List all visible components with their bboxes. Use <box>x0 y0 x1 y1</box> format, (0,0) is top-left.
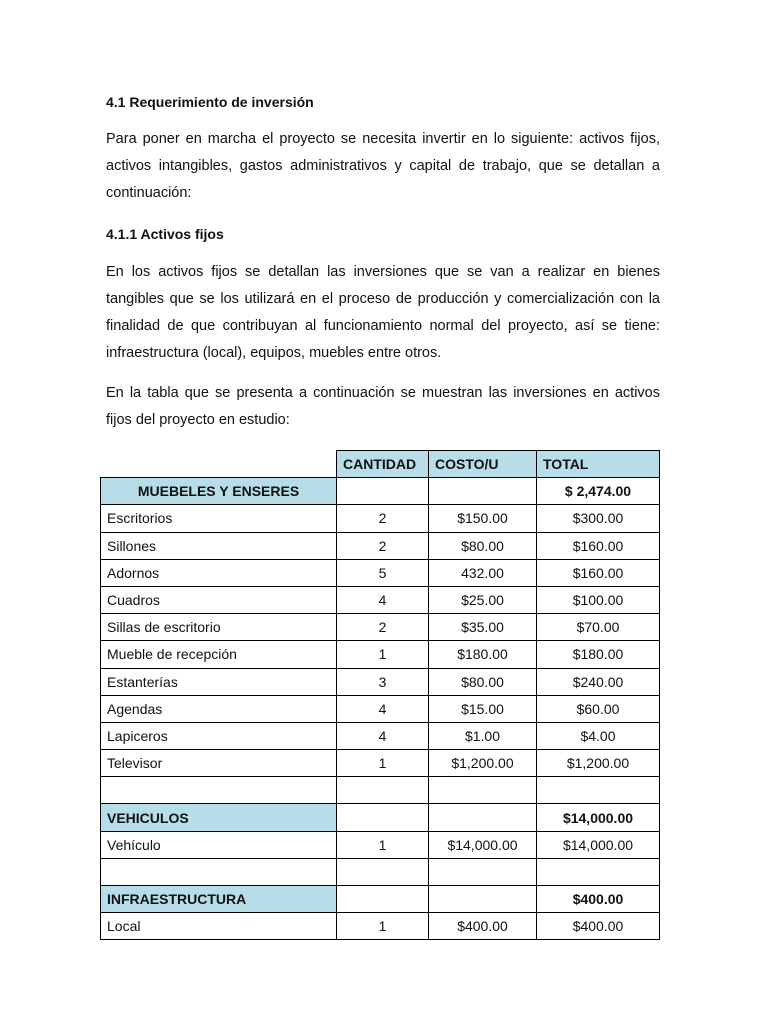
table-row <box>101 722 660 749</box>
item-total: $240.00 <box>537 668 660 695</box>
category-row-furniture <box>101 478 660 505</box>
item-total: $100.00 <box>537 586 660 613</box>
fixed-assets-table <box>100 450 660 940</box>
empty-cell <box>337 858 429 885</box>
empty-cell <box>337 777 429 804</box>
table-row <box>101 695 660 722</box>
category-row-infrastructure <box>101 886 660 913</box>
item-total: $160.00 <box>537 532 660 559</box>
item-total: $4.00 <box>537 722 660 749</box>
item-total: $60.00 <box>537 695 660 722</box>
item-name: Sillas de escritorio <box>101 614 337 641</box>
table-row <box>101 668 660 695</box>
empty-cell <box>101 858 337 885</box>
table-row <box>101 505 660 532</box>
header-blank-cell <box>101 451 337 478</box>
item-total: $400.00 <box>537 913 660 940</box>
table-row <box>101 614 660 641</box>
table-row <box>101 831 660 858</box>
table-row <box>101 641 660 668</box>
empty-cell <box>429 804 537 831</box>
item-quantity: 2 <box>337 505 429 532</box>
item-total: $1,200.00 <box>537 750 660 777</box>
item-total: $300.00 <box>537 505 660 532</box>
table-header-row <box>101 451 660 478</box>
item-quantity: 5 <box>337 559 429 586</box>
item-unit-cost: 432.00 <box>429 559 537 586</box>
item-name: Lapiceros <box>101 722 337 749</box>
item-name: Escritorios <box>101 505 337 532</box>
item-total: $180.00 <box>537 641 660 668</box>
item-unit-cost: $14,000.00 <box>429 831 537 858</box>
item-unit-cost: $35.00 <box>429 614 537 641</box>
table-row <box>101 586 660 613</box>
empty-cell <box>429 478 537 505</box>
item-name: Sillones <box>101 532 337 559</box>
fixed-assets-paragraph: En los activos fijos se detallan las inversiones que se van a realizar en bienes tangibles que se los utilizará en el proceso de producción y comercialización con la finalidad de que contribuyan al funcionamiento normal del proyecto, así se tiene: infraestructura (local), equipos, muebles entre otros. <box>106 264 660 361</box>
table-row <box>101 559 660 586</box>
empty-cell <box>429 777 537 804</box>
item-unit-cost: $1,200.00 <box>429 750 537 777</box>
category-label: INFRAESTRUCTURA <box>101 886 337 913</box>
item-unit-cost: $15.00 <box>429 695 537 722</box>
item-total: $160.00 <box>537 559 660 586</box>
item-name: Local <box>101 913 337 940</box>
header-unit-cost: COSTO/U <box>429 451 537 478</box>
item-unit-cost: $400.00 <box>429 913 537 940</box>
item-quantity: 4 <box>337 586 429 613</box>
empty-cell <box>101 777 337 804</box>
category-total: $400.00 <box>537 886 660 913</box>
spacer-row <box>101 858 660 885</box>
table-row <box>101 913 660 940</box>
table-row <box>101 750 660 777</box>
intro-paragraph: Para poner en marcha el proyecto se necesita invertir en lo siguiente: activos fijos, activos intangibles, gastos administrativos y capital de trabajo, que se detallan a continuación: <box>106 131 660 201</box>
category-total: $ 2,474.00 <box>537 478 660 505</box>
item-name: Vehículo <box>101 831 337 858</box>
category-label: MUEBELES Y ENSERES <box>101 478 337 505</box>
item-unit-cost: $25.00 <box>429 586 537 613</box>
empty-cell <box>429 886 537 913</box>
table-row <box>101 532 660 559</box>
item-unit-cost: $1.00 <box>429 722 537 749</box>
item-total: $14,000.00 <box>537 831 660 858</box>
item-unit-cost: $150.00 <box>429 505 537 532</box>
item-unit-cost: $180.00 <box>429 641 537 668</box>
category-total: $14,000.00 <box>537 804 660 831</box>
spacer-row <box>101 777 660 804</box>
item-quantity: 2 <box>337 532 429 559</box>
empty-cell <box>537 777 660 804</box>
table-intro-paragraph: En la tabla que se presenta a continuación se muestran las inversiones en activos fijos del proyecto en estudio: <box>106 385 660 428</box>
item-quantity: 4 <box>337 722 429 749</box>
item-name: Adornos <box>101 559 337 586</box>
item-quantity: 1 <box>337 831 429 858</box>
item-quantity: 4 <box>337 695 429 722</box>
item-quantity: 1 <box>337 641 429 668</box>
header-quantity: CANTIDAD <box>337 451 429 478</box>
empty-cell <box>537 858 660 885</box>
header-total: TOTAL <box>537 451 660 478</box>
category-label: VEHICULOS <box>101 804 337 831</box>
item-name: Estanterías <box>101 668 337 695</box>
item-unit-cost: $80.00 <box>429 532 537 559</box>
empty-cell <box>337 804 429 831</box>
empty-cell <box>337 478 429 505</box>
empty-cell <box>429 858 537 885</box>
item-quantity: 1 <box>337 913 429 940</box>
subsection-title: 4.1.1 Activos fijos <box>106 226 224 242</box>
item-name: Cuadros <box>101 586 337 613</box>
item-quantity: 2 <box>337 614 429 641</box>
item-unit-cost: $80.00 <box>429 668 537 695</box>
item-quantity: 1 <box>337 750 429 777</box>
item-total: $70.00 <box>537 614 660 641</box>
item-name: Mueble de recepción <box>101 641 337 668</box>
item-name: Televisor <box>101 750 337 777</box>
category-row-vehicles <box>101 804 660 831</box>
empty-cell <box>337 886 429 913</box>
item-name: Agendas <box>101 695 337 722</box>
section-title: 4.1 Requerimiento de inversión <box>106 94 314 110</box>
item-quantity: 3 <box>337 668 429 695</box>
